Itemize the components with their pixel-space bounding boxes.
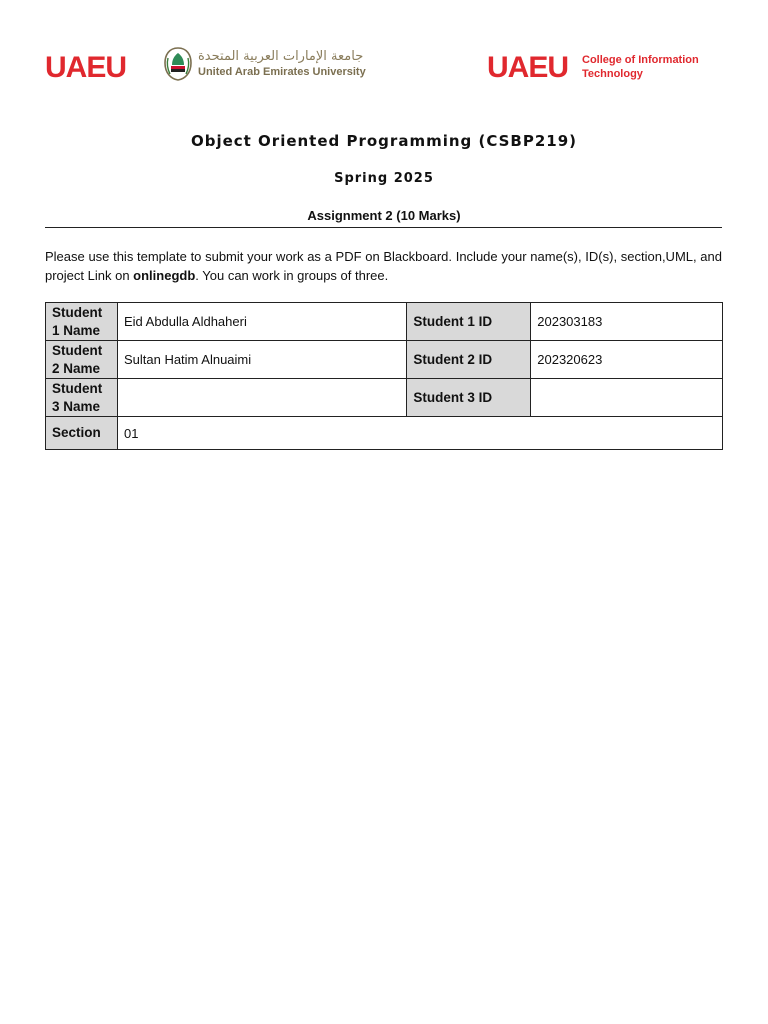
student1-id-value: 202303183 — [531, 303, 723, 341]
university-name-english: United Arab Emirates University — [198, 66, 366, 78]
uaeu-logo-left: UAEU — [45, 51, 127, 84]
section-value: 01 — [117, 417, 722, 450]
student2-name-label: Student 2 Name — [46, 341, 118, 379]
student-info-table — [45, 302, 723, 450]
university-name-arabic: جامعة الإمارات العربية المتحدة — [198, 49, 364, 64]
student3-id-label: Student 3 ID — [407, 379, 531, 417]
student1-name-label: Student 1 Name — [46, 303, 118, 341]
instructions-text-end: . You can work in groups of three. — [195, 268, 389, 283]
college-name — [582, 53, 699, 81]
college-name-line1: College of Information — [582, 54, 699, 66]
onlinegdb-link[interactable]: onlinegdb — [133, 268, 196, 283]
student1-name-value: Eid Abdulla Aldhaheri — [117, 303, 406, 341]
section-label: Section — [46, 417, 118, 450]
university-seal-icon — [163, 46, 193, 82]
instructions-text-start: Please use this template to submit your work as a PDF on Blackboard. Include your name(s), ID(s), section,UML, and project Link on — [45, 249, 722, 283]
instructions-paragraph — [45, 247, 722, 285]
student2-name-value: Sultan Hatim Alnuaimi — [117, 341, 406, 379]
student3-id-value — [531, 379, 723, 417]
semester: Spring 2025 — [334, 171, 434, 186]
course-title: Object Oriented Programming (CSBP219) — [190, 132, 578, 150]
table-row — [46, 417, 723, 450]
student2-id-label: Student 2 ID — [407, 341, 531, 379]
assignment-title: Assignment 2 (10 Marks) — [307, 208, 461, 223]
uaeu-logo-right: UAEU — [487, 51, 569, 84]
college-name-line2: Technology — [582, 68, 643, 80]
table-row — [46, 303, 723, 341]
student1-id-label: Student 1 ID — [407, 303, 531, 341]
title-divider — [45, 227, 722, 228]
student2-id-value: 202320623 — [531, 341, 723, 379]
student3-name-value — [117, 379, 406, 417]
student3-name-label: Student 3 Name — [46, 379, 118, 417]
table-row — [46, 341, 723, 379]
table-row — [46, 379, 723, 417]
